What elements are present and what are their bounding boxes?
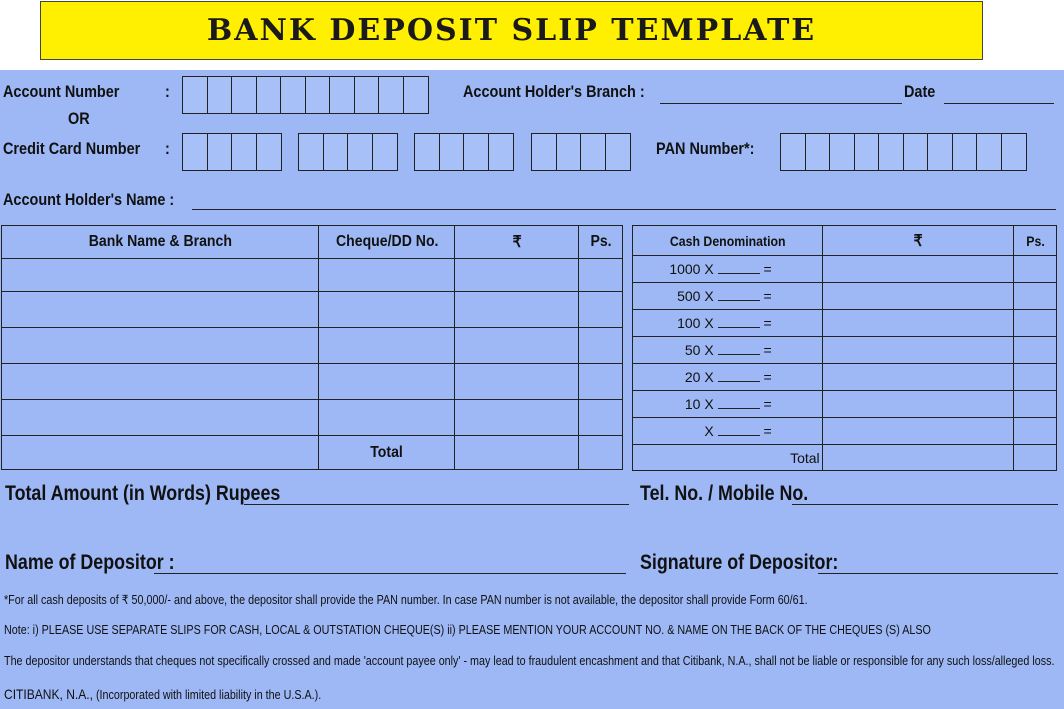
depositor-name-label: Name of Depositor : [5, 551, 175, 574]
branch-label: Account Holder's Branch : [463, 82, 645, 101]
digit-box[interactable] [207, 76, 233, 114]
digit-box[interactable] [347, 133, 373, 171]
digit-box[interactable] [976, 133, 1002, 171]
digit-box[interactable] [829, 133, 855, 171]
digit-box[interactable] [439, 133, 465, 171]
digit-box[interactable] [878, 133, 904, 171]
digit-box[interactable] [854, 133, 880, 171]
holder-name-label: Account Holder's Name : [3, 190, 175, 209]
page-title: BANK DEPOSIT SLIP TEMPLATE [206, 13, 817, 48]
note-separate-slips: Note: i) PLEASE USE SEPARATE SLIPS FOR CASH, LOCAL & OUTSTATION CHEQUE(S) ii) PLEASE MENTION YOUR ACCOUNT NO. & NAME ON THE BACK OF THE CHEQUES (S) ALSO [4, 623, 931, 637]
digit-box[interactable] [488, 133, 514, 171]
denom-row: 20 X = [633, 364, 1057, 391]
account-number-label: Account Number [3, 82, 120, 101]
account-number-boxes[interactable] [182, 76, 427, 114]
depositor-name-field[interactable] [154, 573, 626, 574]
digit-box[interactable] [231, 133, 257, 171]
table-row [2, 328, 623, 364]
cash-total-paise[interactable] [1014, 445, 1057, 471]
total-rupees[interactable] [455, 436, 579, 470]
holder-name-field[interactable] [192, 209, 1056, 210]
date-field[interactable] [944, 103, 1054, 104]
table-row [2, 364, 623, 400]
digit-box[interactable] [256, 76, 282, 114]
digit-box[interactable] [903, 133, 929, 171]
digit-box[interactable] [182, 133, 208, 171]
digit-box[interactable] [952, 133, 978, 171]
card-group-4[interactable] [531, 133, 629, 171]
digit-box[interactable] [463, 133, 489, 171]
digit-box[interactable] [280, 76, 306, 114]
total-row [2, 436, 623, 470]
total-paise[interactable] [579, 436, 623, 470]
note-pan: *For all cash deposits of ₹ 50,000/- and above, the depositor shall provide the PAN number. In case PAN number is not available, the depositor shall provide Form 60/61. [4, 593, 808, 607]
digit-box[interactable] [305, 76, 331, 114]
or-label: OR [68, 109, 90, 128]
digit-box[interactable] [1001, 133, 1027, 171]
cheque-table [1, 225, 623, 470]
digit-box[interactable] [329, 76, 355, 114]
digit-box[interactable] [231, 76, 257, 114]
digit-box[interactable] [403, 76, 429, 114]
denom-row: 1000 X = [633, 256, 1057, 283]
denom-row: 10 X = [633, 391, 1057, 418]
digit-box[interactable] [414, 133, 440, 171]
tel-label: Tel. No. / Mobile No. [640, 482, 809, 505]
cash-table [632, 225, 1057, 471]
digit-box[interactable] [323, 133, 349, 171]
signature-field[interactable] [818, 573, 1058, 574]
digit-box[interactable] [780, 133, 806, 171]
deposit-slip [0, 70, 1064, 709]
credit-card-label: Credit Card Number [3, 139, 141, 158]
digit-box[interactable] [531, 133, 557, 171]
table-row [2, 259, 623, 292]
col-paise: Ps. [579, 226, 623, 259]
pan-label: PAN Number*: [656, 139, 755, 158]
amount-words-field[interactable] [244, 504, 629, 505]
bank-name: CITIBANK, N.A., [4, 686, 93, 702]
card-group-1[interactable] [182, 133, 280, 171]
table-row [2, 400, 623, 436]
col-denomination: Cash Denomination [633, 226, 823, 256]
pan-boxes[interactable] [780, 133, 1025, 171]
total-row [633, 445, 1057, 471]
denom-row: 500 X = [633, 283, 1057, 310]
digit-box[interactable] [605, 133, 631, 171]
digit-box[interactable] [256, 133, 282, 171]
cash-total-label: Total [633, 445, 823, 471]
col-paise: Ps. [1014, 226, 1057, 256]
amount-words-label: Total Amount (in Words) Rupees [5, 482, 281, 505]
branch-field[interactable] [660, 103, 902, 104]
digit-box[interactable] [927, 133, 953, 171]
table-row [2, 292, 623, 328]
total-label: Total [319, 436, 455, 470]
colon: : [165, 82, 170, 101]
digit-box[interactable] [354, 76, 380, 114]
digit-box[interactable] [556, 133, 582, 171]
note-disclaimer: The depositor understands that cheques not specifically crossed and made 'account payee only' - may lead to fraudulent encashment and that Citibank, N.A., shall not be liable or responsible for any such loss/alleged loss. [4, 654, 1055, 668]
tel-field[interactable] [792, 504, 1058, 505]
bank-footer [4, 686, 321, 702]
denom-row: X = [633, 418, 1057, 445]
digit-box[interactable] [378, 76, 404, 114]
date-label: Date [904, 82, 936, 101]
col-cheque-no: Cheque/DD No. [319, 226, 455, 259]
digit-box[interactable] [805, 133, 831, 171]
digit-box[interactable] [580, 133, 606, 171]
cash-total-rupees[interactable] [822, 445, 1013, 471]
colon: : [165, 139, 170, 158]
title-banner [40, 1, 983, 60]
card-group-3[interactable] [414, 133, 512, 171]
digit-box[interactable] [372, 133, 398, 171]
card-group-2[interactable] [298, 133, 396, 171]
digit-box[interactable] [298, 133, 324, 171]
col-bank-name: Bank Name & Branch [2, 226, 319, 259]
digit-box[interactable] [182, 76, 208, 114]
digit-box[interactable] [207, 133, 233, 171]
denom-row: 100 X = [633, 310, 1057, 337]
col-rupees: ₹ [455, 226, 579, 259]
signature-label: Signature of Depositor: [640, 551, 839, 574]
col-rupees: ₹ [822, 226, 1013, 256]
bank-note: (Incorporated with limited liability in the U.S.A.). [95, 688, 322, 702]
denom-row: 50 X = [633, 337, 1057, 364]
